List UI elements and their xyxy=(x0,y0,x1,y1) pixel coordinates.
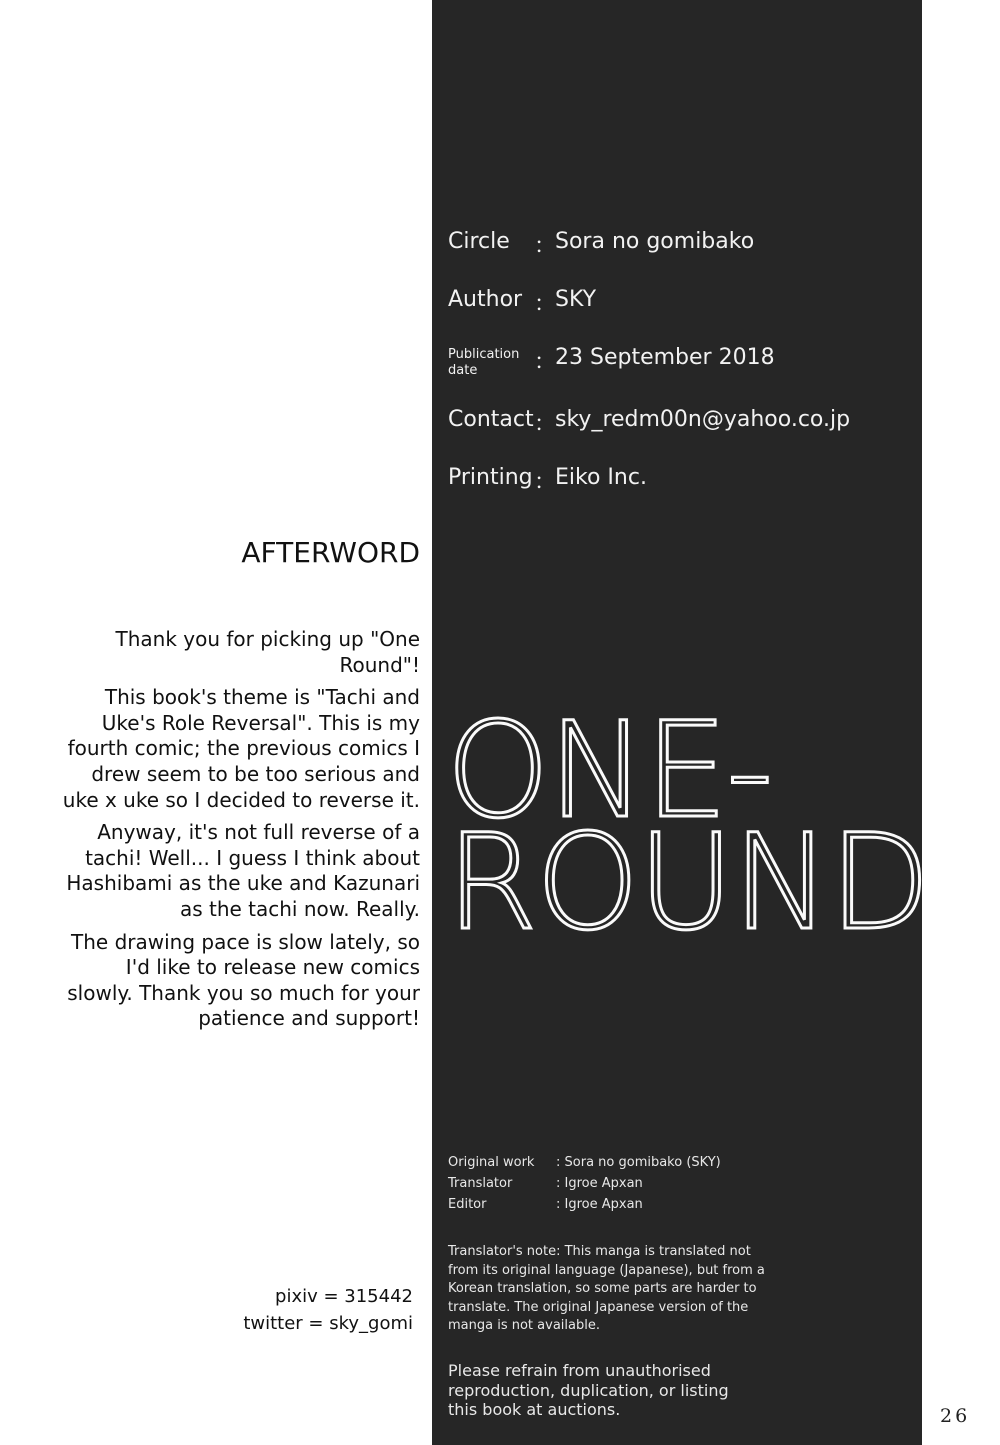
colophon-printing-key: Printing xyxy=(448,465,533,490)
credit-original-value: : Sora no gomibako (SKY) xyxy=(556,1155,721,1170)
colophon-circle-key: Circle xyxy=(448,229,510,254)
afterword-paragraph: This book's theme is "Tachi and Uke's Role Reversal". This is my fourth comic; the previous comics I drew seem to be too serious and uke x uke so I decided to reverse it. xyxy=(62,685,420,812)
colophon-author-value: SKY xyxy=(555,287,597,312)
colon: ： xyxy=(534,350,557,375)
reproduction-warning: Please refrain from unauthorised reproduction, duplication, or listing this book at auctions. xyxy=(448,1361,729,1419)
credit-translator-value: : Igroe Apxan xyxy=(556,1176,643,1191)
credit-editor-key: Editor xyxy=(448,1197,487,1212)
credit-original-key: Original work xyxy=(448,1155,535,1170)
colophon-contact-key: Contact xyxy=(448,407,534,432)
twitter-handle: twitter = sky_gomi xyxy=(243,1313,413,1334)
book-title-line-2: ROUND xyxy=(446,806,929,960)
afterword-paragraph: The drawing pace is slow lately, so I'd like to release new comics slowly. Thank you so much for your patience and support! xyxy=(67,929,420,1031)
colophon-author-key: Author xyxy=(448,287,523,312)
book-title xyxy=(446,694,929,960)
colophon-contact-value: sky_redm00n@yahoo.co.jp xyxy=(555,407,851,432)
page-number: 26 xyxy=(940,1405,971,1427)
colophon-printing-value: Eiko Inc. xyxy=(555,465,647,490)
colon: ： xyxy=(534,412,557,437)
credit-editor-value: : Igroe Apxan xyxy=(556,1197,643,1212)
afterword-body xyxy=(60,627,420,1039)
book-title-line-1: ONE- xyxy=(446,694,772,848)
afterword-paragraph: Thank you for picking up "One Round"! xyxy=(115,627,420,677)
colophon-circle-value: Sora no gomibako xyxy=(555,229,755,254)
colophon-date-key: Publication date xyxy=(448,347,520,378)
colon: ： xyxy=(534,470,557,495)
colon: ： xyxy=(534,292,557,317)
translator-note: Translator's note: This manga is translated not from its original language (Japanese), but from a Korean translation, so some parts are harder to translate. The original Japanese version of the manga is not available. xyxy=(448,1244,765,1333)
colophon-date-value: 23 September 2018 xyxy=(555,345,775,370)
afterword-paragraph: Anyway, it's not full reverse of a tachi! Well... I guess I think about Hashibami as the uke and Kazunari as the tachi now. Really. xyxy=(66,820,420,921)
afterword-title: AFTERWORD xyxy=(241,536,420,569)
pixiv-id: pixiv = 315442 xyxy=(275,1286,413,1307)
colon: ： xyxy=(534,234,557,259)
credit-translator-key: Translator xyxy=(448,1176,513,1191)
